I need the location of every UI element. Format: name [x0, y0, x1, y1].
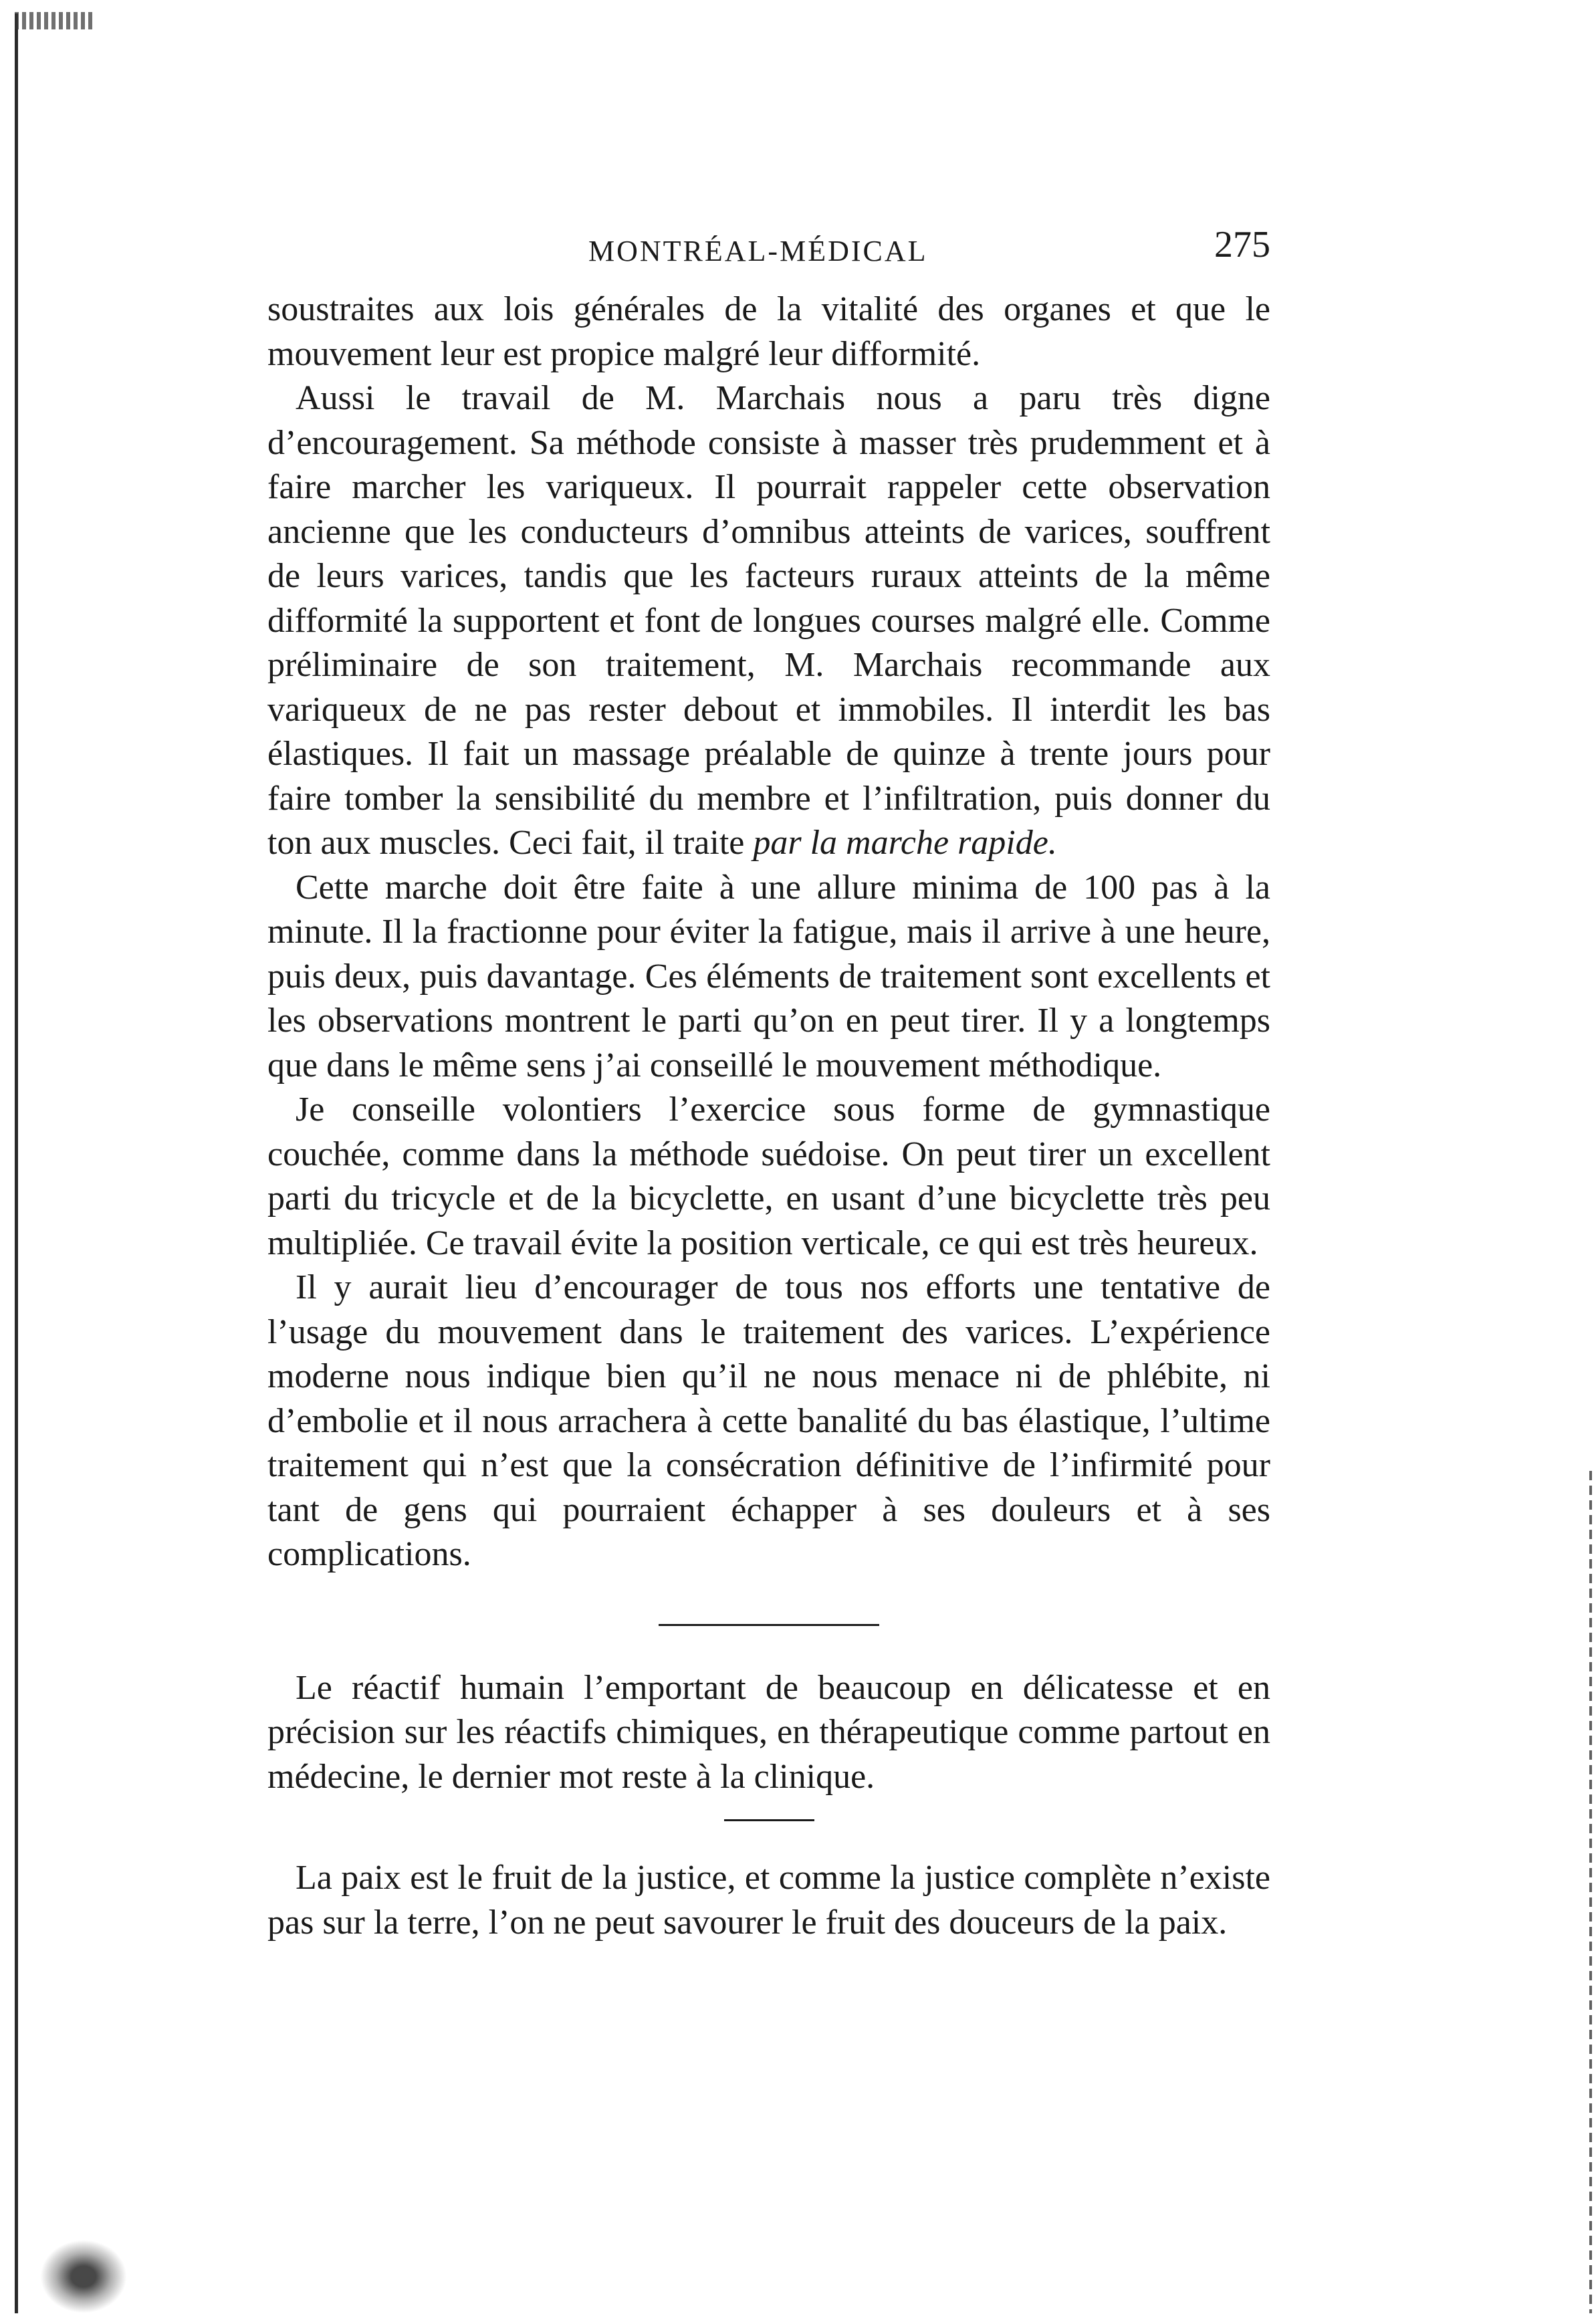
maxim-1: [267, 1666, 1270, 1800]
paragraph-2-italic: par la marche rapide.: [753, 824, 1057, 862]
ink-blot: [40, 2240, 127, 2313]
paragraph-3: Cette marche doit être faite à une allure minima de 100 pas à la minute. Il la fractionne pour éviter la fatigue, mais il arrive à une heure, puis deux, puis davantage. Ces éléments de traitement sont excellents et les observations montrent le parti qu’on en peut tirer. Il y a longtemps que dans le même sens j’ai conseillé le mouvement méthodique.: [267, 868, 1270, 1084]
scan-edge-right: [1589, 1471, 1592, 2313]
maxim-2: [267, 1856, 1270, 1945]
paragraph-1: soustraites aux lois générales de la vitalité des organes et que le mouvement leur est propice malgré leur difformité.: [267, 290, 1270, 373]
page-number: 275: [1214, 224, 1270, 265]
scan-edge-mark: [15, 12, 95, 29]
paragraph-2: [267, 376, 1270, 866]
maxim-divider: [724, 1819, 814, 1821]
scan-edge-left: [15, 13, 18, 2313]
paragraph-2-text: Aussi le travail de M. Marchais nous a paru très digne d’encouragement. Sa méthode consiste à masser très prudemment et à faire marcher les variqueux. Il pourrait rappeler cette observation ancienne que les conducteurs d’omnibus atteints de varices, souffrent de leurs varices, tandis que les facteurs ruraux atteints de la même difformité la supportent et font de longues courses malgré elle. Comme préliminaire de son traitement, M. Marchais recommande aux variqueux de ne pas rester debout et immobiles. Il interdit les bas élastiques. Il fait un massage préalable de quinze à trente jours pour faire tomber la sensibilité du membre et l’infiltration, puis donner du ton aux muscles. Ceci fait, il traite: [267, 379, 1270, 862]
maxim-1-text: Le réactif humain l’emportant de beaucoup en délicatesse et en précision sur les réactifs chimiques, en thérapeutique comme partout en médecine, le dernier mot reste à la clinique.: [267, 1668, 1270, 1796]
maxim-2-text: La paix est le fruit de la justice, et comme la justice complète n’existe pas sur la terre, l’on ne peut savourer le fruit des douceurs de la paix.: [267, 1859, 1270, 1942]
article-body: [267, 287, 1270, 1945]
paragraph-5: Il y aurait lieu d’encourager de tous nos efforts une tentative de l’usage du mouvement dans le traitement des varices. L’expérience moderne nous indique bien qu’il ne nous menace ni de phlébite, ni d’embolie et il nous arrachera à cette banalité du bas élastique, l’ultime traitement qui n’est que la consécration définitive de l’infirmité pour tant de gens qui pourraient échapper à ses douleurs et à ses complications.: [267, 1268, 1270, 1573]
paragraph-4: Je conseille volontiers l’exercice sous forme de gymnastique couchée, comme dans la méthode suédoise. On peut tirer un excellent parti du tricycle et de la bicyclette, en usant d’une bicyclette très peu multipliée. Ce travail évite la position verticale, ce qui est très heureux.: [267, 1090, 1270, 1262]
section-divider: [659, 1624, 879, 1626]
running-title: MONTRÉAL-MÉDICAL: [588, 235, 928, 267]
page-header: [267, 221, 1270, 274]
